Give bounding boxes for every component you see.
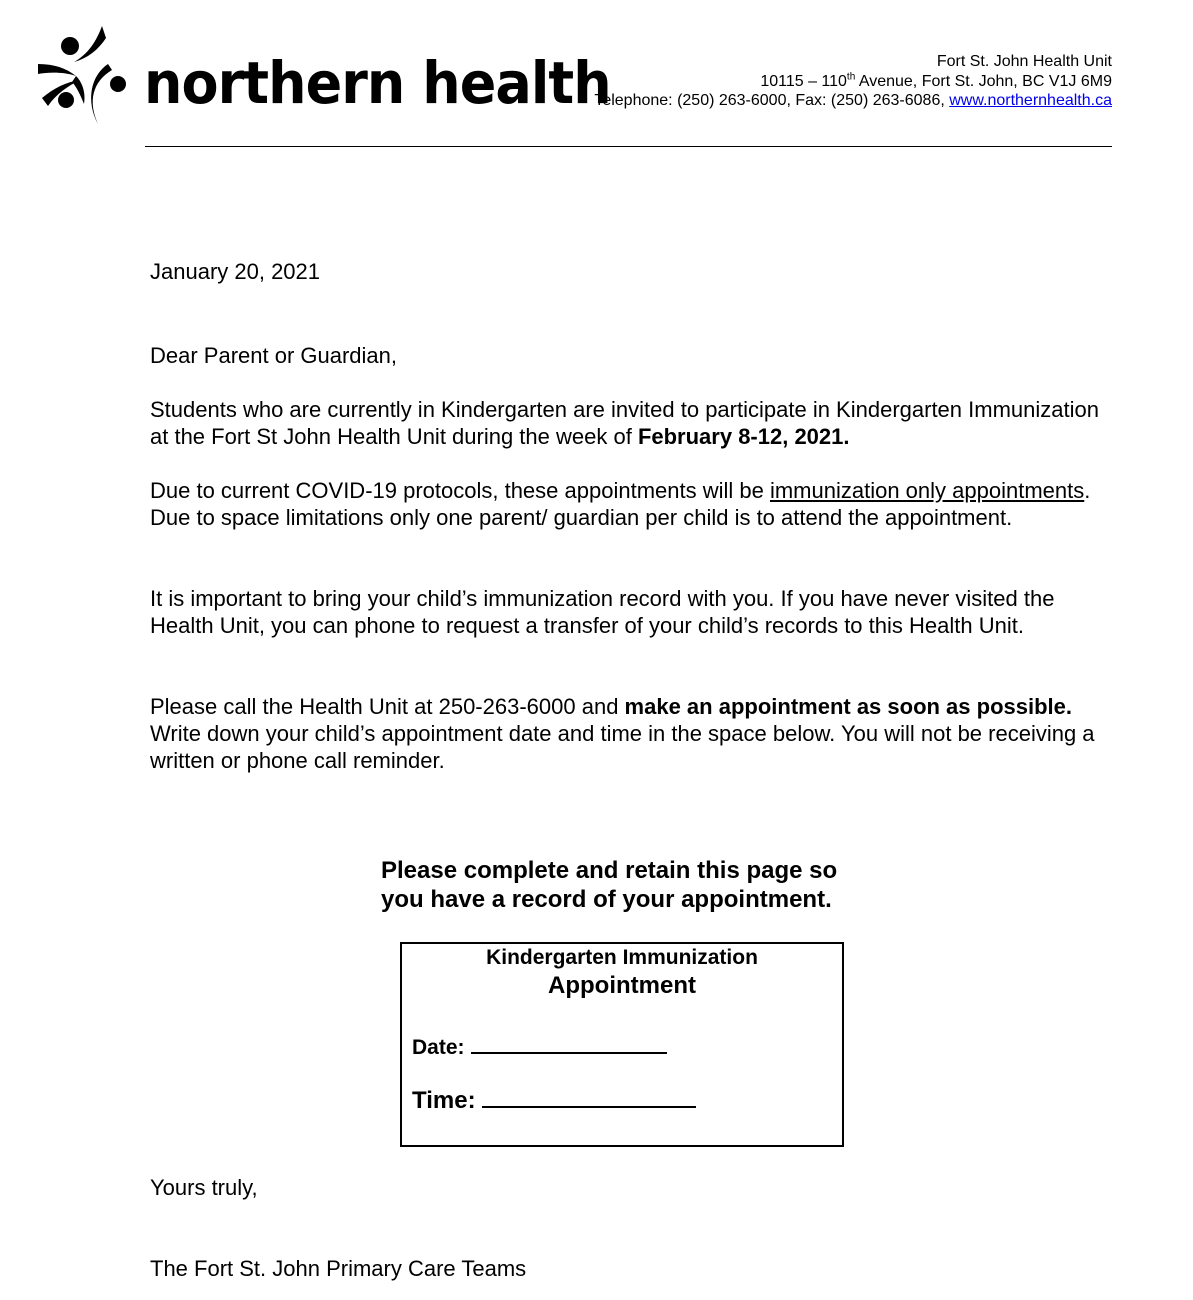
unit-name: Fort St. John Health Unit — [936, 53, 1112, 70]
time-label: Time: — [412, 1087, 476, 1114]
date-label: Date: — [412, 1036, 465, 1059]
closing: Yours truly, — [150, 1175, 258, 1200]
date-blank[interactable] — [471, 1032, 667, 1054]
northern-health-people-icon — [36, 24, 136, 134]
paragraph-records: It is important to bring your child’s immunization record with you. If you have never visited the Health Unit, you can phone to request a transfer of your child’s records to this Health Unit. — [150, 586, 1055, 638]
appointment-box-subtitle: Appointment — [548, 972, 696, 999]
letterhead-address — [594, 52, 1112, 111]
time-blank[interactable] — [482, 1086, 696, 1108]
retain-notice: Please complete and retain this page so you have a record of your appointment. — [381, 857, 838, 913]
date-field — [412, 1032, 667, 1060]
paragraph-covid-protocols: Due to current COVID-19 protocols, these appointments will be immunization only appointments. Due to space limitations only one parent/ guardian per child is to attend the appointment. — [150, 478, 1091, 530]
header-divider — [145, 146, 1112, 147]
paragraph-invitation: Students who are currently in Kindergarten are invited to participate in Kindergarten Immunization at the Fort St John Health Unit during the week of February 8-12, 2021. — [150, 397, 1099, 449]
logo-wordmark: northern health — [144, 49, 611, 117]
northern-health-logo — [36, 24, 611, 134]
website-link[interactable]: www.northernhealth.ca — [949, 92, 1112, 109]
time-field — [412, 1086, 696, 1115]
salutation: Dear Parent or Guardian, — [150, 343, 398, 368]
contact-line: Telephone: (250) 263-6000, Fax: (250) 263-6086, www.northernhealth.ca — [594, 92, 1112, 109]
paragraph-call: Please call the Health Unit at 250-263-6000 and make an appointment as soon as possible. Write down your child’s appointment date and time in the space below. You will not be receiving a written or phone call reminder. — [150, 694, 1095, 773]
letter-date: January 20, 2021 — [150, 259, 321, 284]
signature: The Fort St. John Primary Care Teams — [150, 1256, 527, 1281]
street-address: 10115 – 110th Avenue, Fort St. John, BC V1J 6M9 — [760, 71, 1112, 90]
appointment-box-title: Kindergarten Immunization — [486, 946, 758, 969]
appointment-box — [400, 942, 844, 1147]
